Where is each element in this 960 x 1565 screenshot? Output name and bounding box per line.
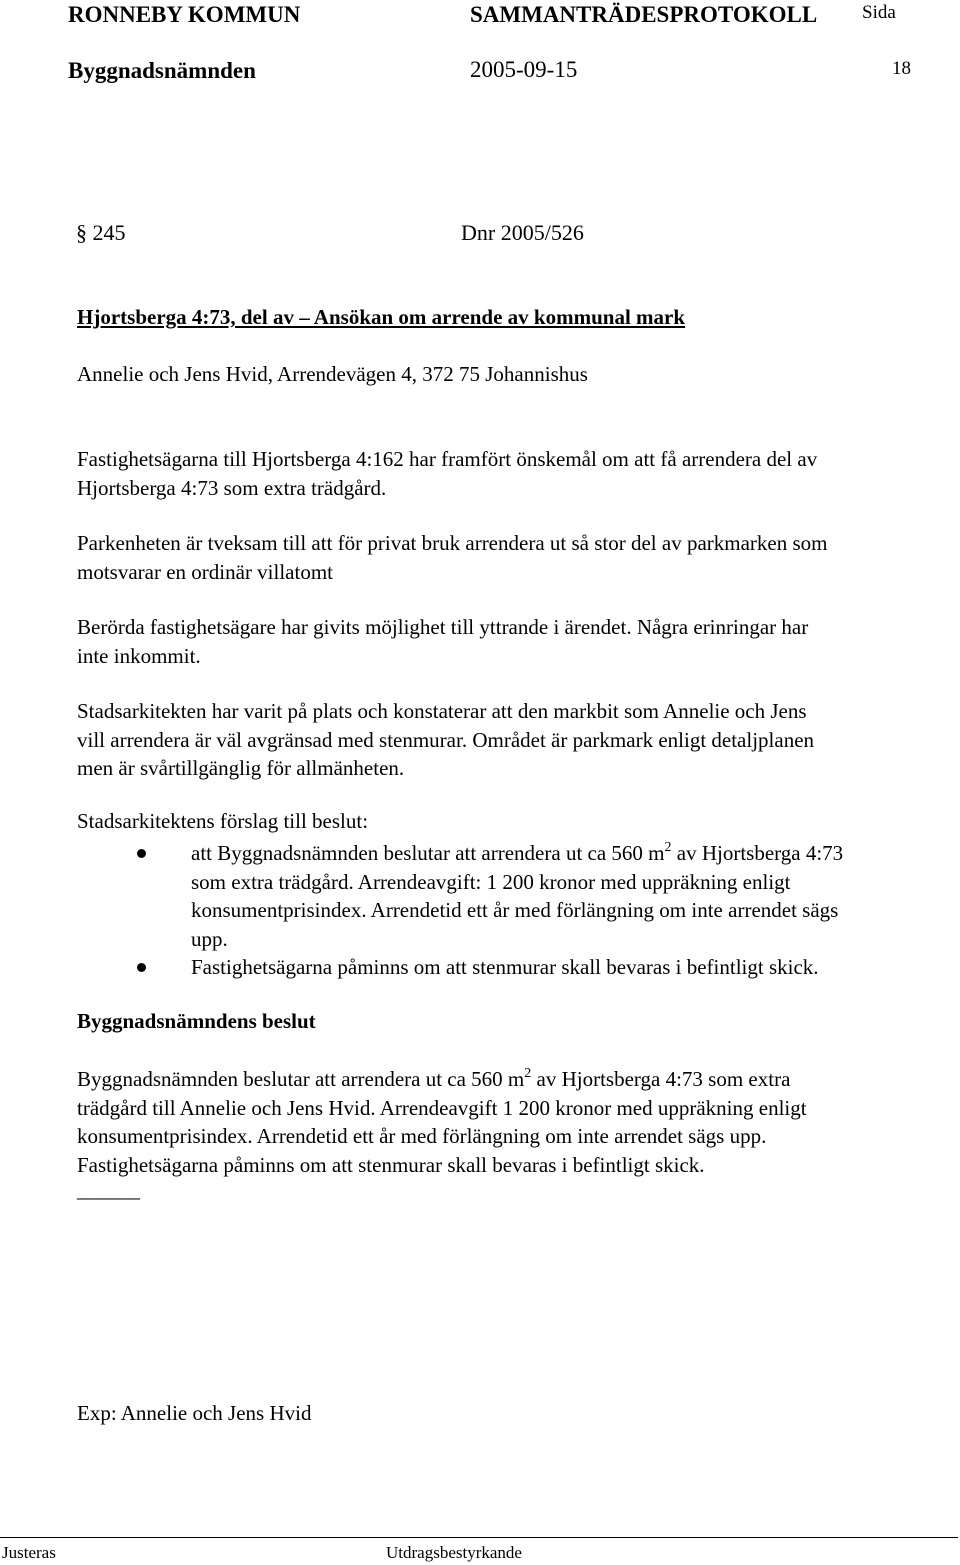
proposal-item — [77, 839, 957, 953]
paragraph-parkenheten — [77, 529, 949, 586]
decision-text: Byggnadsnämnden beslutar att arrendera ut ca 560 m — [77, 1067, 525, 1091]
expedition-line: Exp: Annelie och Jens Hvid — [77, 1401, 312, 1425]
proposal-line: Fastighetsägarna påminns om att stenmurar skall bevaras i befintligt skick. — [191, 955, 819, 979]
footer-justeras: Justeras — [2, 1543, 56, 1562]
paragraph-neighbours — [77, 613, 949, 670]
paragraph-stadsarkitekten — [77, 697, 949, 783]
paragraph-line: men är svårtillgänglig för allmänheten. — [77, 756, 405, 780]
header-org: RONNEBY KOMMUN — [68, 2, 301, 27]
proposal-line: konsumentprisindex. Arrendetid ett år med förlängning om inte arrendet sägs — [191, 898, 839, 922]
bullet-icon — [137, 849, 146, 858]
proposal-heading: Stadsarkitektens förslag till beslut: — [77, 809, 369, 833]
applicant-line: Annelie och Jens Hvid, Arrendevägen 4, 372 75 Johannishus — [77, 362, 588, 386]
paragraph-request — [77, 445, 949, 502]
proposal-line — [191, 839, 957, 868]
proposal-list — [77, 839, 957, 982]
header-page-number: 18 — [892, 58, 911, 79]
paragraph-line: Fastighetsägarna till Hjortsberga 4:162 har framfört önskemål om att få arrendera del av — [77, 447, 818, 471]
bullet-icon — [137, 963, 146, 972]
proposal-text: av Hjortsberga 4:73 — [671, 841, 844, 865]
decision-line: konsumentprisindex. Arrendetid ett år med förlängning om inte arrendet sägs upp. — [77, 1124, 767, 1148]
decision-paragraph — [77, 1065, 949, 1179]
header-doc-type: SAMMANTRÄDESPROTOKOLL — [470, 2, 818, 27]
header-page-label: Sida — [862, 2, 896, 23]
paragraph-line: inte inkommit. — [77, 643, 201, 668]
decision-heading: Byggnadsnämndens beslut — [77, 1009, 316, 1033]
decision-line — [77, 1065, 949, 1094]
paragraph-line: Stadsarkitekten har varit på plats och konstaterar att den markbit som Annelie och Jens — [77, 699, 807, 723]
section-number: § 245 — [76, 220, 126, 245]
footer-utdragsbestyrkande: Utdragsbestyrkande — [386, 1543, 522, 1562]
decision-text: av Hjortsberga 4:73 som extra — [531, 1067, 791, 1091]
header-board: Byggnadsnämnden — [68, 58, 256, 83]
paragraph-line: vill arrendera är väl avgränsad med stenmurar. Området är parkmark enligt detaljplanen — [77, 727, 815, 752]
proposal-item — [77, 953, 957, 982]
footer-divider — [0, 1537, 958, 1538]
decision-line: trädgård till Annelie och Jens Hvid. Arrendeavgift 1 200 kronor med uppräkning enligt — [77, 1095, 807, 1120]
paragraph-line: Parkenheten är tveksam till att för privat bruk arrendera ut så stor del av parkmarken som — [77, 531, 828, 555]
separator-line: ______ — [77, 1178, 140, 1202]
paragraph-line: motsvarar en ordinär villatomt — [77, 559, 334, 584]
superscript: 2 — [664, 840, 672, 855]
superscript: 2 — [524, 1066, 532, 1081]
case-title: Hjortsberga 4:73, del av – Ansökan om arrende av kommunal mark — [77, 305, 686, 329]
dnr-number: Dnr 2005/526 — [461, 220, 584, 245]
proposal-line: som extra trädgård. Arrendeavgift: 1 200 kronor med uppräkning enligt — [191, 869, 791, 894]
paragraph-line: Hjortsberga 4:73 som extra trädgård. — [77, 475, 387, 500]
proposal-text: att Byggnadsnämnden beslutar att arrendera ut ca 560 m — [191, 841, 665, 865]
proposal-line: upp. — [191, 926, 228, 951]
decision-line: Fastighetsägarna påminns om att stenmurar skall bevaras i befintligt skick. — [77, 1152, 705, 1177]
paragraph-line: Berörda fastighetsägare har givits möjlighet till yttrande i ärendet. Några erinringar har — [77, 615, 809, 639]
header-date: 2005-09-15 — [470, 57, 578, 82]
